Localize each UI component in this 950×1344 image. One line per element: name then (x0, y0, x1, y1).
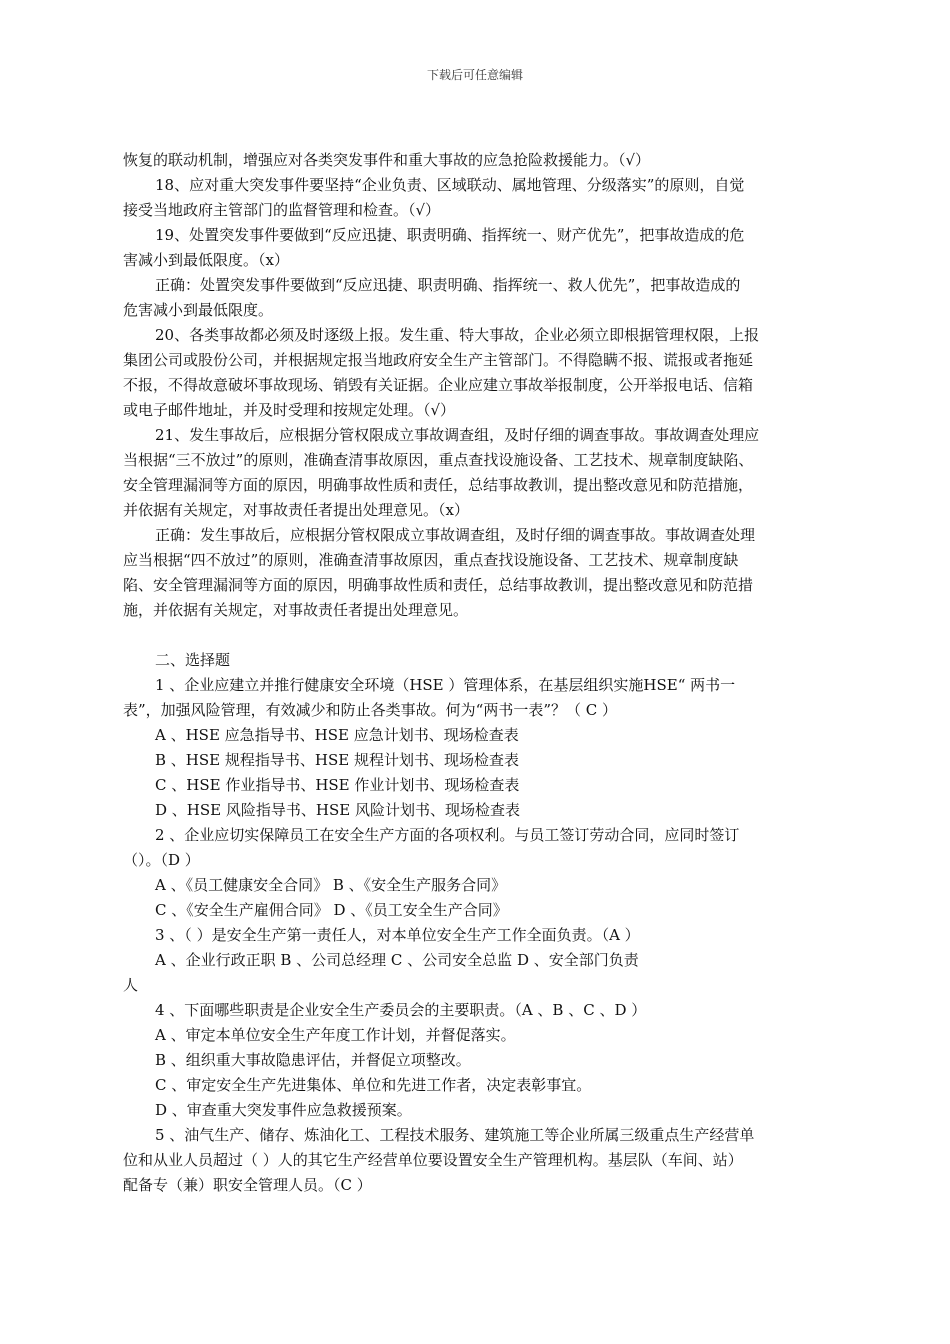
text-line: 接受当地政府主管部门的监督管理和检查。（√） (123, 201, 441, 219)
text-line: A 、企业行政正职 B 、公司总经理 C 、公司安全总监 D 、安全部门负责 (155, 951, 639, 969)
text-line: 1 、企业应建立并推行健康安全环境（HSE ）管理体系，在基层组织实施HSE“ 两书一 (155, 676, 736, 694)
text-line: 或电子邮件地址，并及时受理和按规定处理。（√） (123, 401, 456, 419)
text-line: 21、发生事故后，应根据分管权限成立事故调查组，及时仔细的调查事故。事故调查处理应 (155, 426, 760, 444)
text-line: 施，并依据有关规定，对事故责任者提出处理意见。 (123, 601, 469, 619)
text-line: D 、审查重大突发事件应急救援预案。 (155, 1101, 412, 1119)
blank-line (123, 623, 833, 648)
text-line: 应当根据“四不放过”的原则，准确查清事故原因，重点查找设施设备、工艺技术、规章制度缺 (123, 551, 739, 569)
text-line: 不报，不得故意破坏事故现场、销毁有关证据。企业应建立事故举报制度，公开举报电话、信箱 (123, 376, 754, 394)
page-header: 下载后可任意编辑 (426, 68, 523, 82)
text-line: 人 (123, 976, 139, 994)
text-line: 二、选择题 (155, 651, 231, 669)
text-line: D 、HSE 风险指导书、HSE 风险计划书、现场检查表 (155, 801, 520, 819)
text-line: 配备专（兼）职安全管理人员。（C ） (123, 1176, 372, 1194)
text-line: A 、审定本单位安全生产年度工作计划，并督促落实。 (155, 1026, 516, 1044)
text-line: 正确：处置突发事件要做到“反应迅捷、职责明确、指挥统一、救人优先”，把事故造成的 (155, 276, 741, 294)
text-line: 安全管理漏洞等方面的原因，明确事故性质和责任，总结事故教训，提出整改意见和防范措施， (123, 476, 754, 494)
text-line: 20、各类事故都必须及时逐级上报。发生重、特大事故，企业必须立即根据管理权限，上报 (155, 326, 760, 344)
text-line: 当根据“三不放过”的原则，准确查清事故原因，重点查找设施设备、工艺技术、规章制度缺陷、 (123, 451, 754, 469)
text-line: 19、处置突发事件要做到“反应迅捷、职责明确、指挥统一、财产优先”，把事故造成的危 (155, 226, 745, 244)
text-line: A 、《员工健康安全合同》 B 、《安全生产服务合同》 (155, 876, 507, 894)
text-line: 集团公司或股份公司，并根据规定报当地政府安全生产主管部门。不得隐瞒不报、谎报或者拖延 (123, 351, 754, 369)
text-line: （）。（D ） (123, 851, 200, 869)
text-line: 并依据有关规定，对事故责任者提出处理意见。（x） (123, 501, 469, 519)
text-line: 5 、油气生产、储存、炼油化工、工程技术服务、建筑施工等企业所属三级重点生产经营单 (155, 1126, 755, 1144)
text-line: 陷、安全管理漏洞等方面的原因，明确事故性质和责任，总结事故教训，提出整改意见和防范措 (123, 576, 754, 594)
text-line: C 、审定安全生产先进集体、单位和先进工作者，决定表彰事宜。 (155, 1076, 592, 1094)
text-line: 危害减小到最低限度。 (123, 301, 274, 319)
text-line: B 、HSE 规程指导书、HSE 规程计划书、现场检查表 (155, 751, 519, 769)
document-body (123, 148, 833, 1198)
text-line: C 、HSE 作业指导书、HSE 作业计划书、现场检查表 (155, 776, 520, 794)
text-line: 正确：发生事故后，应根据分管权限成立事故调查组，及时仔细的调查事故。事故调查处理 (155, 526, 756, 544)
text-line: 表”，加强风险管理，有效减少和防止各类事故。何为“两书一表”？（ C ） (123, 701, 618, 719)
text-line: 恢复的联动机制，增强应对各类突发事件和重大事故的应急抢险救援能力。（√） (123, 151, 651, 169)
text-line: 害减小到最低限度。（x） (123, 251, 289, 269)
text-line: B 、组织重大事故隐患评估，并督促立项整改。 (155, 1051, 471, 1069)
text-line: 4 、下面哪些职责是企业安全生产委员会的主要职责。（A 、B 、C 、D ） (155, 1001, 647, 1019)
text-line: 3 、（ ）是安全生产第一责任人，对本单位安全生产工作全面负责。（A ） (155, 926, 640, 944)
text-line: C 、《安全生产雇佣合同》 D 、《员工安全生产合同》 (155, 901, 508, 919)
text-line: 18、应对重大突发事件要坚持“企业负责、区域联动、属地管理、分级落实”的原则，自觉 (155, 176, 745, 194)
text-line: A 、HSE 应急指导书、HSE 应急计划书、现场检查表 (155, 726, 519, 744)
text-line: 位和从业人员超过（ ）人的其它生产经营单位要设置安全生产管理机构。基层队（车间、站） (123, 1151, 743, 1169)
text-line: 2 、企业应切实保障员工在安全生产方面的各项权利。与员工签订劳动合同，应同时签订 (155, 826, 740, 844)
